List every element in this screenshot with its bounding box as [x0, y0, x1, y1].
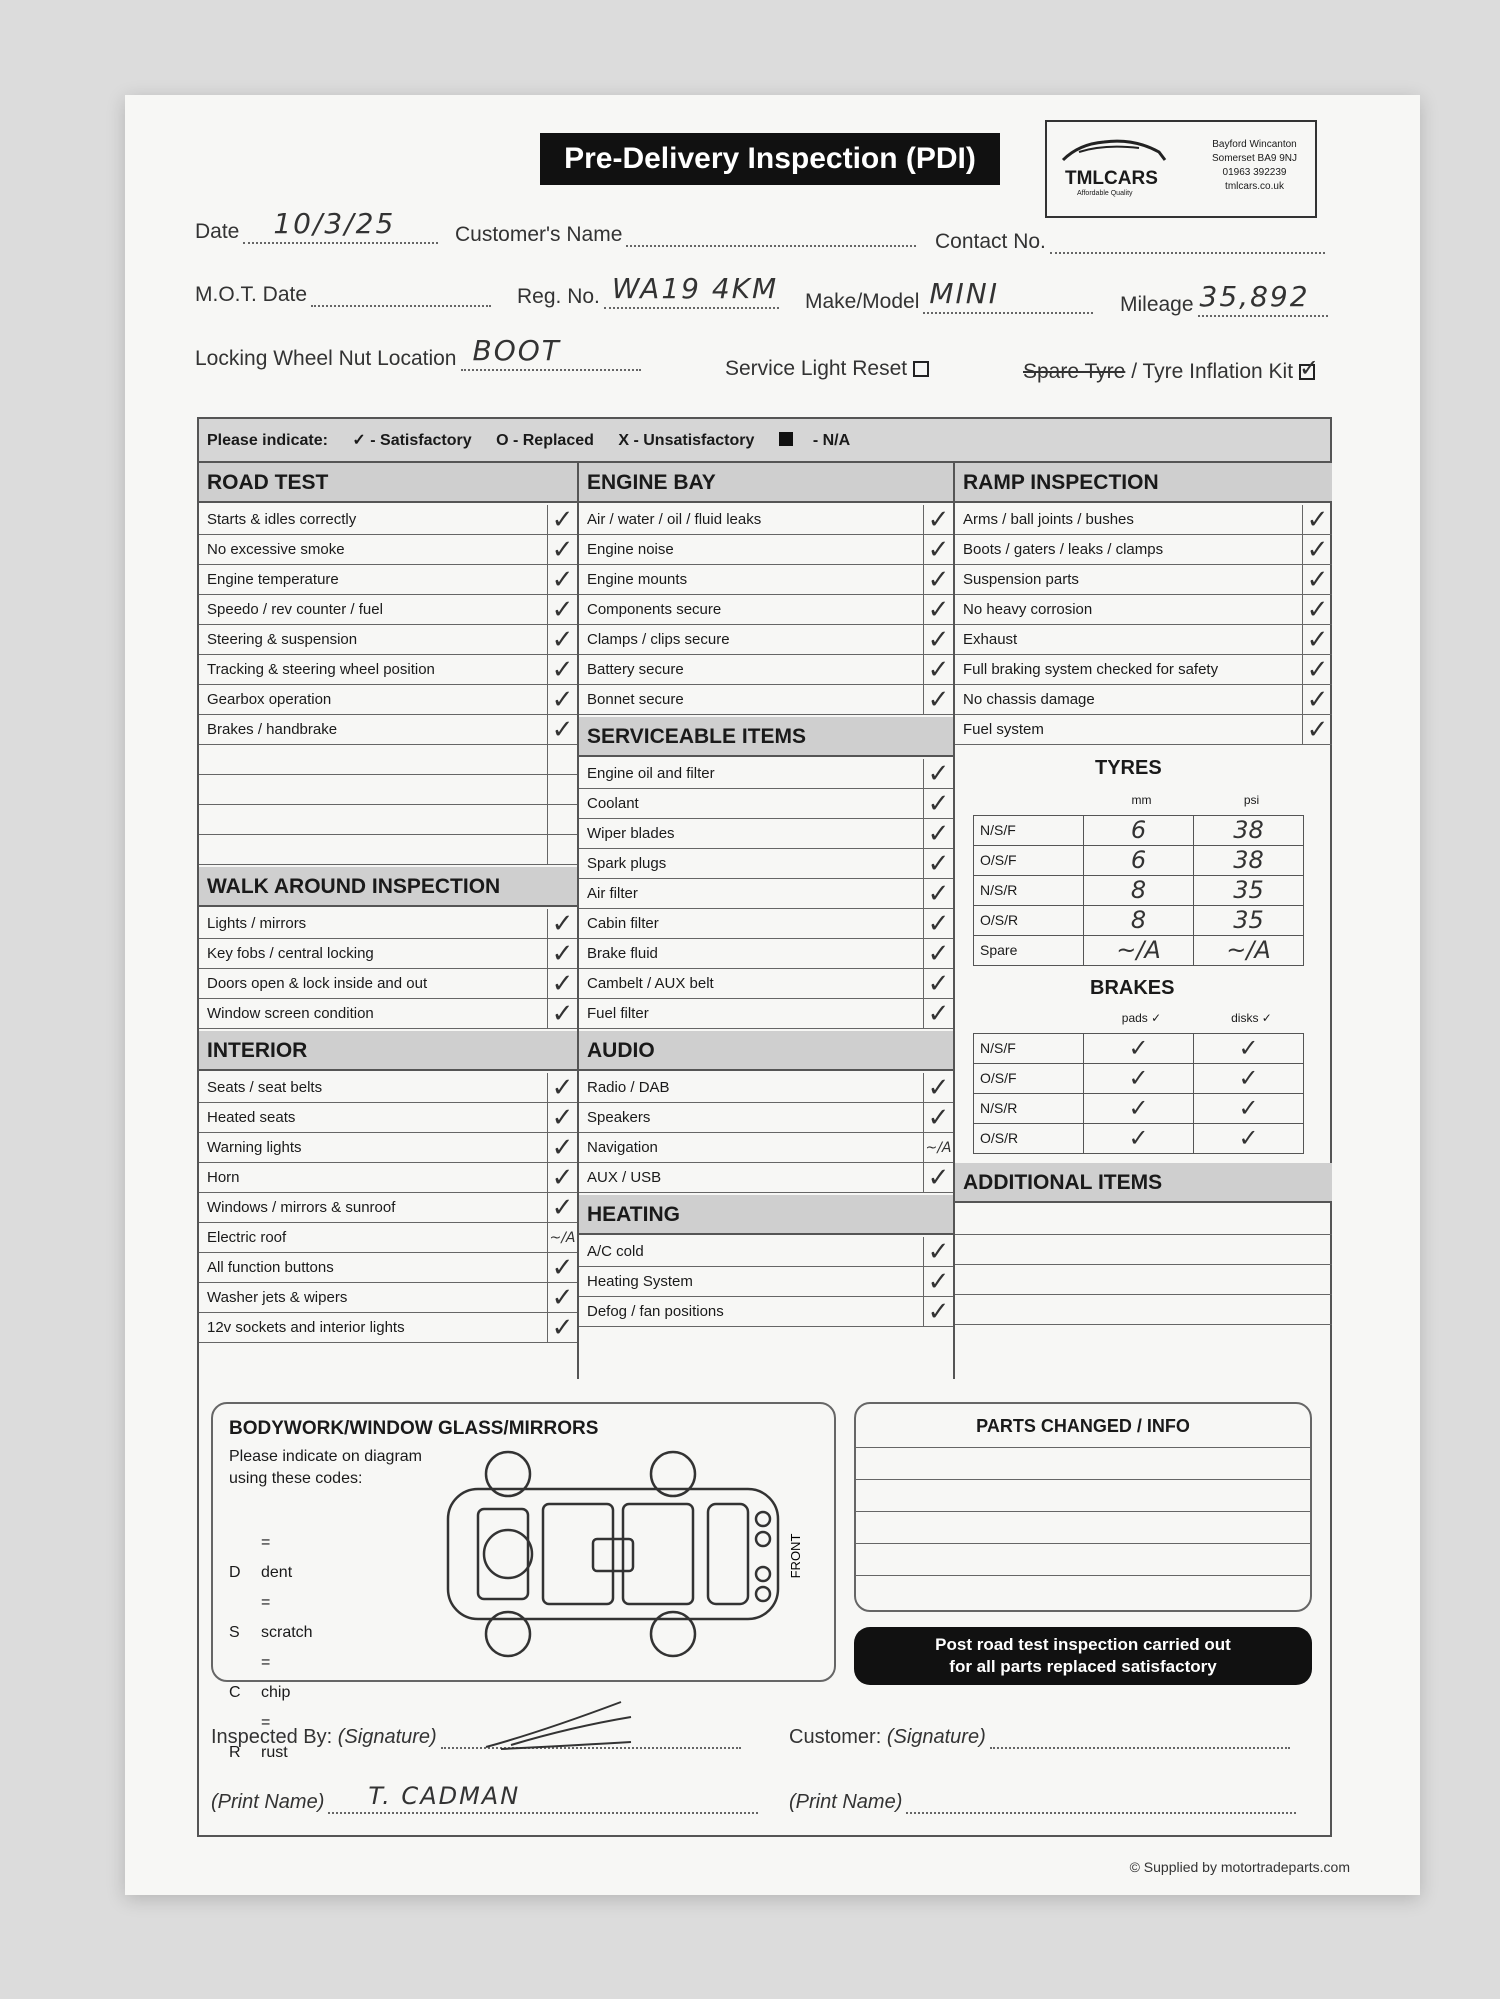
customer-signature[interactable]: Customer: (Signature): [789, 1726, 1294, 1749]
check-mark-icon[interactable]: ✓: [1302, 595, 1332, 625]
tyre-pressure-value: 38: [1194, 815, 1304, 845]
brake-row: O/S/F ✓ ✓: [974, 1063, 1304, 1093]
date-value: 10/3/25: [273, 207, 396, 240]
pads-check-icon: ✓: [1084, 1093, 1194, 1123]
check-mark-icon[interactable]: ✓: [923, 759, 953, 789]
check-mark-icon[interactable]: ✓: [547, 685, 577, 715]
check-mark-icon[interactable]: ✓: [547, 909, 577, 939]
checklist-item: [579, 1103, 953, 1133]
checklist-item: [579, 625, 953, 655]
checklist-item: [579, 879, 953, 909]
check-mark-icon[interactable]: ✓: [923, 655, 953, 685]
checklist-item-label: Engine mounts: [587, 571, 688, 588]
check-mark-icon[interactable]: ✓: [923, 1237, 953, 1267]
checklist-item: [955, 715, 1332, 745]
reg-no-field[interactable]: Reg. No. WA19 4KM: [517, 272, 779, 308]
na-mark[interactable]: ~/A: [923, 1133, 953, 1163]
na-square-icon: [779, 432, 793, 446]
tyre-inflation-kit[interactable]: Spare Tyre / Tyre Inflation Kit ✓: [1023, 354, 1320, 383]
check-mark-icon[interactable]: ✓: [547, 625, 577, 655]
checklist-item: [199, 685, 577, 715]
checklist-item-label: Radio / DAB: [587, 1079, 670, 1096]
checklist-item: [955, 565, 1332, 595]
checklist-item: [579, 1133, 953, 1163]
service-light-reset[interactable]: Service Light Reset: [725, 357, 929, 381]
tread-depth-value: 8: [1084, 905, 1194, 935]
mileage-field[interactable]: Mileage 35,892: [1120, 293, 1332, 317]
checklist-item: [579, 505, 953, 535]
additional-item-row[interactable]: [955, 1295, 1332, 1325]
tyre-row: Spare ~/A ~/A: [974, 935, 1304, 965]
checklist-item-label: A/C cold: [587, 1243, 644, 1260]
check-mark-icon[interactable]: ✓: [547, 1253, 577, 1283]
check-mark-icon[interactable]: ✓: [923, 1297, 953, 1327]
checklist-item: [579, 565, 953, 595]
checklist-item-label: Fuel filter: [587, 1005, 649, 1022]
check-mark-icon[interactable]: ✓: [1302, 685, 1332, 715]
checklist-item-label: Brake fluid: [587, 945, 658, 962]
check-mark-icon[interactable]: ✓: [923, 625, 953, 655]
pads-check-icon: ✓: [1084, 1123, 1194, 1153]
checklist-item-label: Fuel system: [963, 721, 1044, 738]
check-mark-icon[interactable]: ✓: [1302, 715, 1332, 745]
car-logo-icon: [1059, 130, 1169, 170]
pads-check-icon: ✓: [1084, 1033, 1194, 1063]
check-mark-icon[interactable]: ✓: [923, 819, 953, 849]
checklist-item-label: Full braking system checked for safety: [963, 661, 1219, 678]
checklist-item-label: Engine oil and filter: [587, 765, 715, 782]
check-mark-icon[interactable]: ✓: [547, 595, 577, 625]
checklist-item-label: Wiper blades: [587, 825, 675, 842]
checklist-item-label: Defog / fan positions: [587, 1303, 724, 1320]
customer-print-name[interactable]: (Print Name): [789, 1791, 1300, 1814]
check-mark-icon[interactable]: ✓: [547, 1103, 577, 1133]
checklist-item-label: Navigation: [587, 1139, 658, 1156]
empty-tick-box[interactable]: [547, 775, 577, 805]
checklist-item: [579, 535, 953, 565]
brakes-heading: BRAKES: [1090, 977, 1175, 999]
checklist-item: [199, 535, 577, 565]
checklist-item: [199, 999, 577, 1029]
checklist-item: [579, 1073, 953, 1103]
check-mark-icon[interactable]: ✓: [547, 939, 577, 969]
inflation-kit-checkbox[interactable]: ✓: [1299, 354, 1320, 382]
check-mark-icon[interactable]: ✓: [923, 939, 953, 969]
walk-around-heading: WALK AROUND INSPECTION: [199, 867, 577, 907]
checklist-item-label: Spark plugs: [587, 855, 667, 872]
check-mark-icon[interactable]: ✓: [923, 1163, 953, 1193]
empty-tick-box[interactable]: [547, 805, 577, 835]
checklist-item: [199, 1313, 577, 1343]
checklist-item: [579, 819, 953, 849]
check-mark-icon[interactable]: ✓: [923, 789, 953, 819]
empty-row[interactable]: [199, 835, 577, 865]
customer-name-field[interactable]: Customer's Name: [455, 223, 920, 247]
checklist-item-label: Battery secure: [587, 661, 684, 678]
checklist-item: [199, 1163, 577, 1193]
checklist-item: [199, 565, 577, 595]
check-mark-icon[interactable]: ✓: [547, 1163, 577, 1193]
make-model-field[interactable]: Make/Model MINI: [805, 290, 1097, 314]
form-title: Pre-Delivery Inspection (PDI): [540, 133, 1000, 185]
checklist-item-label: Warning lights: [207, 1139, 302, 1156]
checklist-item: [199, 595, 577, 625]
checklist-item-label: Heated seats: [207, 1109, 296, 1126]
tread-depth-value: ~/A: [1084, 935, 1194, 965]
checklist-item-label: Heating System: [587, 1273, 693, 1290]
tread-depth-value: 8: [1084, 875, 1194, 905]
checklist-item: [579, 1297, 953, 1327]
check-mark-icon[interactable]: ✓: [923, 879, 953, 909]
checklist-item-label: Engine noise: [587, 541, 674, 558]
tread-depth-value: 6: [1084, 815, 1194, 845]
check-mark-icon[interactable]: ✓: [547, 1193, 577, 1223]
checklist-item-label: Washer jets & wipers: [207, 1289, 348, 1306]
checklist-item-label: Cambelt / AUX belt: [587, 975, 714, 992]
empty-row[interactable]: [199, 775, 577, 805]
contact-field[interactable]: Contact No.: [935, 230, 1329, 254]
locking-wheel-nut-field[interactable]: Locking Wheel Nut Location BOOT: [195, 347, 645, 371]
checklist-item: [579, 969, 953, 999]
check-mark-icon[interactable]: ✓: [1302, 535, 1332, 565]
checklist-item-label: All function buttons: [207, 1259, 334, 1276]
check-mark-icon[interactable]: ✓: [923, 999, 953, 1029]
checklist-item: [579, 849, 953, 879]
checklist-item-label: Gearbox operation: [207, 691, 332, 708]
audio-heading: AUDIO: [579, 1031, 953, 1071]
checklist-item: [199, 1103, 577, 1133]
checklist-item: [955, 625, 1332, 655]
check-mark-icon[interactable]: ✓: [923, 969, 953, 999]
discs-check-icon: ✓: [1194, 1093, 1304, 1123]
checklist-item: [199, 1253, 577, 1283]
reg-value: WA19 4KM: [611, 272, 779, 305]
brake-row: O/S/R ✓ ✓: [974, 1123, 1304, 1153]
serviceable-heading: SERVICEABLE ITEMS: [579, 717, 953, 757]
checklist-item-label: AUX / USB: [587, 1169, 662, 1186]
checklist-item: [199, 909, 577, 939]
checklist-item: [199, 1193, 577, 1223]
tyre-pressure-value: 35: [1194, 875, 1304, 905]
dealer-logo: [1045, 120, 1317, 218]
checklist-item-label: Lights / mirrors: [207, 915, 307, 932]
na-mark[interactable]: ~/A: [547, 1223, 577, 1253]
check-mark-icon[interactable]: ✓: [923, 849, 953, 879]
checklist-item: [955, 595, 1332, 625]
discs-check-icon: ✓: [1194, 1063, 1304, 1093]
checklist-item: [579, 789, 953, 819]
additional-item-row[interactable]: [955, 1265, 1332, 1295]
checklist-item: [199, 655, 577, 685]
check-mark-icon[interactable]: ✓: [547, 715, 577, 745]
checklist-item: [199, 939, 577, 969]
checklist-item: [579, 909, 953, 939]
checklist-item: [199, 1283, 577, 1313]
tyre-row: O/S/F 6 38: [974, 845, 1304, 875]
check-mark-icon[interactable]: ✓: [923, 685, 953, 715]
checklist-item-label: Bonnet secure: [587, 691, 684, 708]
additional-items-heading: ADDITIONAL ITEMS: [955, 1163, 1332, 1203]
empty-row[interactable]: [199, 745, 577, 775]
checklist-item-label: Window screen condition: [207, 1005, 374, 1022]
checklist-item-label: 12v sockets and interior lights: [207, 1319, 405, 1336]
checklist-item-label: Coolant: [587, 795, 639, 812]
check-mark-icon[interactable]: ✓: [547, 505, 577, 535]
checklist-item: [579, 1267, 953, 1297]
check-mark-icon[interactable]: ✓: [547, 1133, 577, 1163]
check-mark-icon[interactable]: ✓: [923, 1103, 953, 1133]
checklist-item: [579, 1237, 953, 1267]
checklist-item-label: Steering & suspension: [207, 631, 358, 648]
checklist-item-label: Windows / mirrors & sunroof: [207, 1199, 396, 1216]
check-mark-icon[interactable]: ✓: [923, 909, 953, 939]
check-mark-icon[interactable]: ✓: [923, 595, 953, 625]
checklist-item: [955, 505, 1332, 535]
check-mark-icon[interactable]: ✓: [1302, 655, 1332, 685]
brake-row: N/S/R ✓ ✓: [974, 1093, 1304, 1123]
tread-depth-value: 6: [1084, 845, 1194, 875]
check-mark-icon[interactable]: ✓: [923, 1073, 953, 1103]
checklist-item-label: Speedo / rev counter / fuel: [207, 601, 383, 618]
check-mark-icon[interactable]: ✓: [923, 505, 953, 535]
check-mark-icon[interactable]: ✓: [1302, 505, 1332, 535]
checklist-item-label: Seats / seat belts: [207, 1079, 323, 1096]
checklist-item-label: No excessive smoke: [207, 541, 345, 558]
checklist-item: [199, 505, 577, 535]
inspector-name-value: T. CADMAN: [368, 1782, 521, 1810]
check-mark-icon[interactable]: ✓: [547, 969, 577, 999]
post-road-test-banner: Post road test inspection carried out for all parts replaced satisfactory: [854, 1627, 1312, 1685]
check-mark-icon[interactable]: ✓: [547, 535, 577, 565]
pads-check-icon: ✓: [1084, 1063, 1194, 1093]
discs-check-icon: ✓: [1194, 1033, 1304, 1063]
checklist-item-label: Air filter: [587, 885, 638, 902]
brakes-table: pads ✓ disks ✓ N/S/F ✓ ✓ O/S/F ✓ ✓ N/S/R ✓ ✓ O/S/R ✓ ✓: [973, 1003, 1304, 1154]
tyre-pressure-value: 35: [1194, 905, 1304, 935]
checklist-item-label: Air / water / oil / fluid leaks: [587, 511, 762, 528]
inspector-signature-icon: [481, 1697, 641, 1757]
ramp-heading: RAMP INSPECTION: [955, 463, 1332, 503]
empty-tick-box[interactable]: [547, 835, 577, 865]
checklist-item: [955, 655, 1332, 685]
tyre-row: O/S/R 8 35: [974, 905, 1304, 935]
checklist-item: [579, 655, 953, 685]
check-mark-icon[interactable]: ✓: [1302, 625, 1332, 655]
check-mark-icon[interactable]: ✓: [1302, 565, 1332, 595]
check-mark-icon[interactable]: ✓: [547, 999, 577, 1029]
checklist-item-label: Engine temperature: [207, 571, 339, 588]
parts-changed-panel[interactable]: [854, 1402, 1312, 1612]
checklist-item: [199, 1133, 577, 1163]
checklist-item: [199, 969, 577, 999]
check-mark-icon[interactable]: ✓: [547, 565, 577, 595]
heating-heading: HEATING: [579, 1195, 953, 1235]
checklist-item: [199, 1223, 577, 1253]
checklist-item-label: Components secure: [587, 601, 722, 618]
checklist-item-label: Electric roof: [207, 1229, 287, 1246]
checklist-item-label: Cabin filter: [587, 915, 659, 932]
checklist-item: [955, 685, 1332, 715]
bodywork-codes: D= dent S= scratch C= chip R= rust: [229, 1534, 313, 1761]
make-value: MINI: [929, 277, 1000, 310]
checklist-item: [579, 759, 953, 789]
inspection-grid: [197, 417, 1332, 1837]
empty-tick-box[interactable]: [547, 745, 577, 775]
dealer-address: Bayford Wincanton Somerset BA9 9NJ 01963 392239 tmlcars.co.uk: [1211, 139, 1298, 192]
supplier-footer: © Supplied by motortradeparts.com: [1129, 1859, 1350, 1875]
date-field[interactable]: Date 10/3/25: [195, 220, 442, 244]
checklist-item-label: Tracking & steering wheel position: [207, 661, 435, 678]
parts-heading: PARTS CHANGED / INFO: [856, 1404, 1310, 1448]
checklist-item: [579, 685, 953, 715]
check-mark-icon[interactable]: ✓: [547, 655, 577, 685]
check-mark-icon[interactable]: ✓: [547, 1283, 577, 1313]
checklist-item-label: Horn: [207, 1169, 240, 1186]
additional-item-row[interactable]: [955, 1205, 1332, 1235]
tyre-row: N/S/F 6 38: [974, 815, 1304, 845]
bodywork-heading: BODYWORK/WINDOW GLASS/MIRRORS: [229, 1418, 599, 1439]
check-mark-icon[interactable]: ✓: [547, 1313, 577, 1343]
check-mark-icon[interactable]: ✓: [547, 1073, 577, 1103]
legend: Please indicate: ✓ - Satisfactory O - Replaced X - Unsatisfactory - N/A: [199, 419, 1330, 463]
front-label: FRONT: [788, 1533, 803, 1579]
logo-tagline: Affordable Quality: [1077, 190, 1133, 197]
checklist-item-label: Brakes / handbrake: [207, 721, 338, 738]
discs-check-icon: ✓: [1194, 1123, 1304, 1153]
checklist-item: [579, 939, 953, 969]
checklist-item-label: No chassis damage: [963, 691, 1095, 708]
checklist-item-label: Key fobs / central locking: [207, 945, 374, 962]
checklist-item-label: Doors open & lock inside and out: [207, 975, 428, 992]
lwn-value: BOOT: [472, 334, 561, 367]
check-mark-icon[interactable]: ✓: [923, 1267, 953, 1297]
service-light-checkbox[interactable]: [913, 361, 929, 377]
empty-row[interactable]: [199, 805, 577, 835]
checklist-item: [579, 999, 953, 1029]
checklist-item-label: Suspension parts: [963, 571, 1079, 588]
tyre-pressure-value: ~/A: [1194, 935, 1304, 965]
pdi-form-sheet: [125, 95, 1420, 1895]
inspected-by-signature[interactable]: Inspected By: (Signature): [211, 1726, 745, 1749]
tyre-pressure-value: 38: [1194, 845, 1304, 875]
checklist-item-label: Boots / gaters / leaks / clamps: [963, 541, 1164, 558]
checklist-item: [579, 1163, 953, 1193]
interior-heading: INTERIOR: [199, 1031, 577, 1071]
checklist-item-label: Starts & idles correctly: [207, 511, 357, 528]
tyre-row: N/S/R 8 35: [974, 875, 1304, 905]
bodywork-instructions: Please indicate on diagram using these codes:: [229, 1448, 423, 1487]
mot-date-field[interactable]: M.O.T. Date: [195, 283, 495, 307]
checklist-item-label: Exhaust: [963, 631, 1018, 648]
road-test-heading: ROAD TEST: [199, 463, 577, 503]
additional-item-row[interactable]: [955, 1235, 1332, 1265]
checklist-item-label: Arms / ball joints / bushes: [963, 511, 1134, 528]
check-mark-icon[interactable]: ✓: [923, 565, 953, 595]
checklist-item-label: Clamps / clips secure: [587, 631, 730, 648]
inspector-print-name[interactable]: (Print Name) T. CADMAN: [211, 1791, 762, 1814]
checklist-item: [199, 715, 577, 745]
checklist-item-label: Speakers: [587, 1109, 651, 1126]
checklist-item: [199, 625, 577, 655]
checklist-item-label: No heavy corrosion: [963, 601, 1093, 618]
logo-name: TMLCARS: [1065, 168, 1158, 189]
checklist-item: [579, 595, 953, 625]
engine-bay-heading: ENGINE BAY: [579, 463, 953, 503]
tyres-table: mm psi N/S/F 6 38 O/S/F 6 38 N/S/R 8 35 O/S/R 8 35 Spare ~/A ~/A: [973, 785, 1304, 966]
tyres-heading: TYRES: [1095, 757, 1162, 779]
check-mark-icon[interactable]: ✓: [923, 535, 953, 565]
checklist-item: [955, 535, 1332, 565]
brake-row: N/S/F ✓ ✓: [974, 1033, 1304, 1063]
checklist-item: [199, 1073, 577, 1103]
car-diagram-icon[interactable]: [438, 1444, 808, 1664]
mileage-value: 35,892: [1199, 280, 1310, 313]
